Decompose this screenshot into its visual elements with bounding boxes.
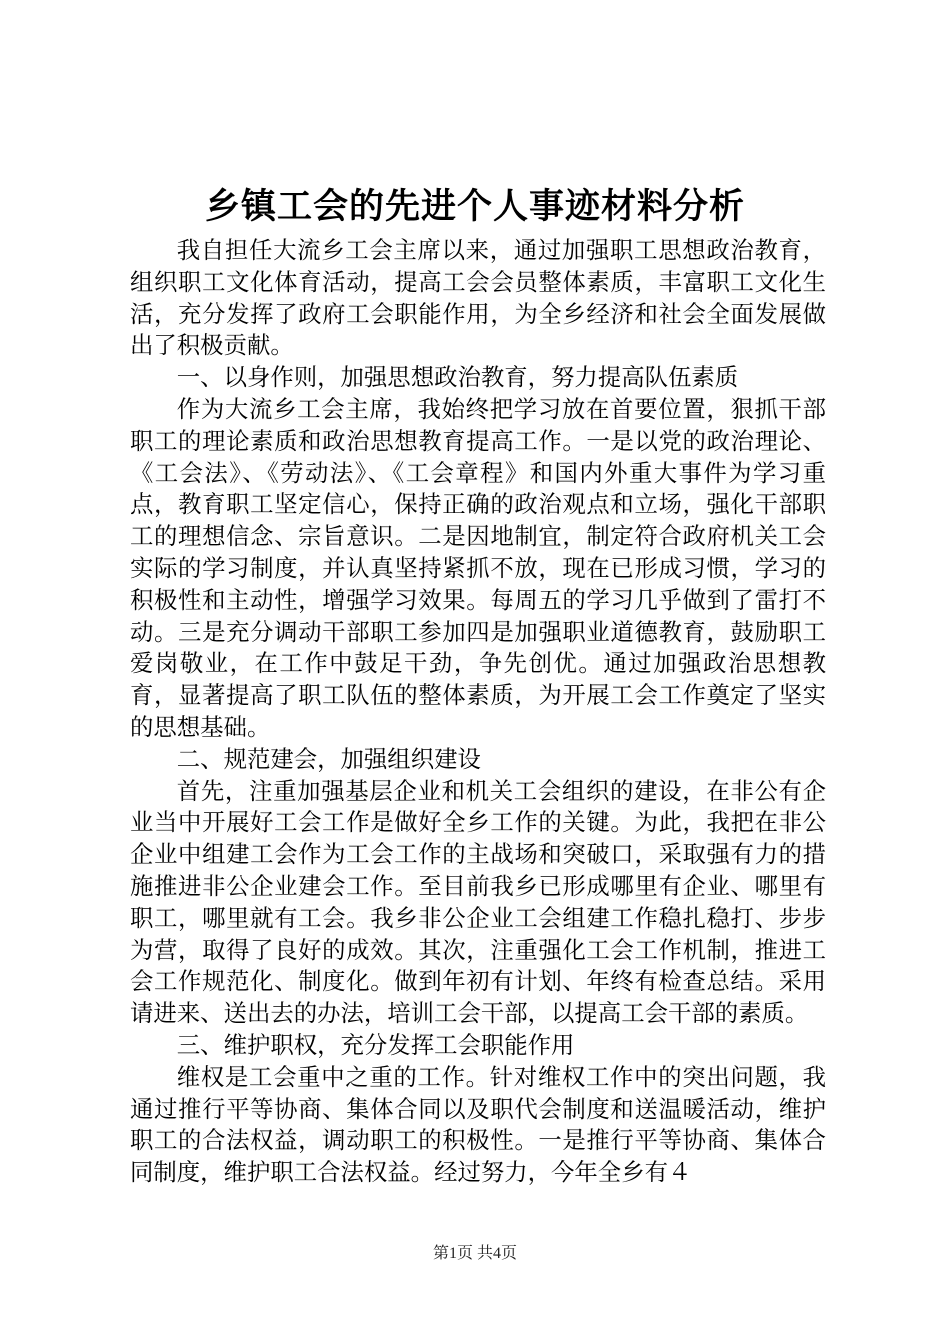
section-paragraph-1: 作为大流乡工会主席，我始终把学习放在首要位置，狠抓干部职工的理论素质和政治思想教育提高工作。一是以党的政治理论、《工会法》、《劳动法》、《工会章程》和国内外重大事件为学习重点，教育职工坚定信心，保持正确的政治观点和立场，强化干部职工的理想信念、宗旨意识。二是因地制宜，制定符合政府机关工会实际的学习制度，并认真坚持紧抓不放，现在已形成习惯，学习的积极性和主动性，增强学习效果。每周五的学习几乎做到了雷打不动。三是充分调动干部职工参加四是加强职业道德教育，鼓励职工爱岗敬业，在工作中鼓足干劲，争先创优。通过加强政治思想教育，显著提高了职工队伍的整体素质，为开展工会工作奠定了坚实的思想基础。: [130, 394, 826, 741]
section-heading-2: 二、规范建会，加强组织建设: [176, 744, 481, 773]
section-heading-3: 三、维护职权，充分发挥工会职能作用: [176, 1030, 575, 1059]
page-number-footer: 第1页 共4页: [432, 1245, 517, 1262]
section-paragraph-3: 维权是工会重中之重的工作。针对维权工作中的突出问题，我通过推行平等协商、集体合同以及职代会制度和送温暖活动，维护职工的合法权益，调动职工的积极性。一是推行平等协商、集体合同制度，维护职工合法权益。经过努力，今年全乡有４: [130, 1062, 826, 1187]
section-paragraph-2: 首先，注重加强基层企业和机关工会组织的建设，在非公有企业当中开展好工会工作是做好全乡工作的关键。为此，我把在非公企业中组建工会作为工会工作的主战场和突破口，采取强有力的措施推进非公企业建会工作。至目前我乡已形成哪里有企业、哪里有职工，哪里就有工会。我乡非公企业工会组建工作稳扎稳打、步步为营，取得了良好的成效。其次，注重强化工会工作机制，推进工会工作规范化、制度化。做到年初有计划、年终有检查总结。采用请进来、送出去的办法，培训工会干部，以提高工会干部的素质。: [130, 776, 826, 1028]
document-body: [130, 235, 826, 1189]
section-heading-1: 一、以身作则，加强思想政治教育，努力提高队伍素质: [176, 363, 739, 392]
document-title: 乡镇工会的先进个人事迹材料分析: [204, 187, 745, 227]
intro-paragraph: 我自担任大流乡工会主席以来，通过加强职工思想政治教育，组织职工文化体育活动，提高工会会员整体素质，丰富职工文化生活，充分发挥了政府工会职能作用，为全乡经济和社会全面发展做出了积极贡献。: [130, 236, 826, 360]
